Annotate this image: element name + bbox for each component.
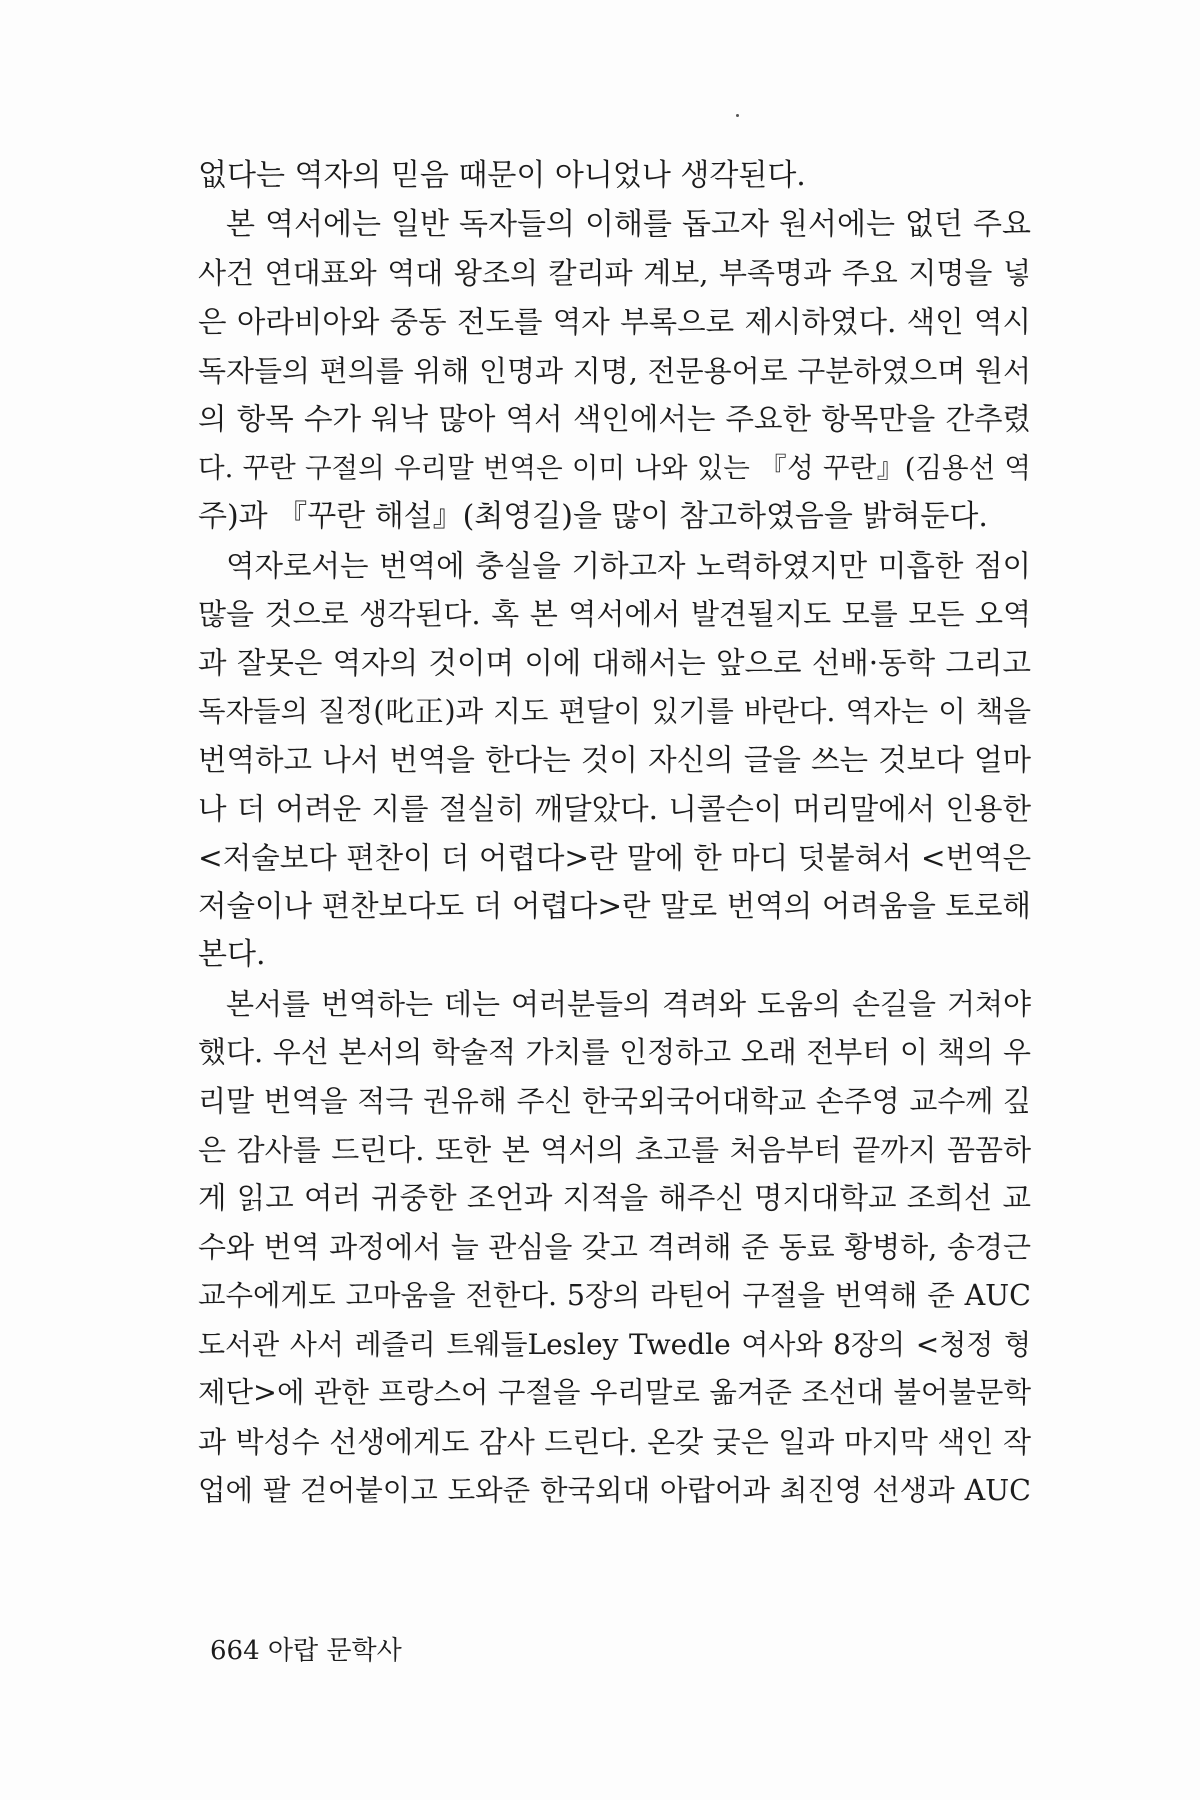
text-line: 도서관 사서 레즐리 트웨들Lesley Twedle 여사와 8장의 <청정 형 [198,1327,1031,1361]
body-text [198,152,1031,1515]
text-line: 업에 팔 걷어붙이고 도와준 한국외대 아랍어과 최진영 선생과 AUC [198,1473,1031,1507]
text-line: 많을 것으로 생각된다. 혹 본 역서에서 발견될지도 모를 모든 오역 [198,597,1031,632]
text-line: 독자들의 질정(叱正)과 지도 편달이 있기를 바란다. 역자는 이 책을 [198,694,1031,728]
text-line: 수와 번역 과정에서 늘 관심을 갖고 격려해 준 동료 황병하, 송경근 [198,1230,1031,1265]
text-line: 의 항목 수가 워낙 많아 역서 색인에서는 주요한 항목만을 간추렸 [198,402,1031,437]
text-line: 본 역서에는 일반 독자들의 이해를 돕고자 원서에는 없던 주요 [226,206,1031,242]
text-line: 역자로서는 번역에 충실을 기하고자 노력하였지만 미흡한 점이 [226,548,1031,583]
text-line: 게 읽고 여러 귀중한 조언과 지적을 해주신 명지대학교 조희선 교 [198,1181,1031,1216]
print-speck [736,114,739,117]
text-line: 본서를 번역하는 데는 여러분들의 격려와 도움의 손길을 거쳐야 [226,986,1031,1021]
text-line: 과 박성수 선생에게도 감사 드린다. 온갖 궂은 일과 마지막 색인 작 [198,1424,1031,1459]
text-line: 리말 번역을 적극 권유해 주신 한국외국어대학교 손주영 교수께 깊 [198,1084,1031,1119]
text-line: 은 감사를 드린다. 또한 본 역서의 초고를 처음부터 끝까지 꼼꼼하 [198,1132,1031,1167]
text-line: 과 잘못은 역자의 것이며 이에 대해서는 앞으로 선배·동학 그리고 [198,645,1031,680]
text-line: 나 더 어려운 지를 절실히 깨달았다. 니콜슨이 머리말에서 인용한 [198,791,1031,826]
text-line: 주)과 『꾸란 해설』(최영길)을 많이 참고하였음을 밝혀둔다. [198,498,988,534]
text-line: 했다. 우선 본서의 학술적 가치를 인정하고 오래 전부터 이 책의 우 [198,1035,1031,1070]
text-line: <저술보다 편찬이 더 어렵다>란 말에 한 마디 덧붙혀서 <번역은 [198,840,1031,875]
text-line: 저술이나 편찬보다도 더 어렵다>란 말로 번역의 어려움을 토로해 [198,889,1031,924]
text-line: 없다는 역자의 믿음 때문이 아니었나 생각된다. [198,158,806,193]
text-line: 독자들의 편의를 위해 인명과 지명, 전문용어로 구분하였으며 원서 [198,353,1031,388]
text-line: 은 아라비아와 중동 전도를 역자 부록으로 제시하였다. 색인 역시 [198,305,1031,340]
text-line: 본다. [198,937,266,972]
text-line: 번역하고 나서 번역을 한다는 것이 자신의 글을 쓰는 것보다 얼마 [198,743,1031,778]
text-line: 다. 꾸란 구절의 우리말 번역은 이미 나와 있는 『성 꾸란』(김용선 역 [198,452,1031,485]
text-line: 사건 연대표와 역대 왕조의 칼리파 계보, 부족명과 주요 지명을 넣 [198,256,1031,291]
text-line: 교수에게도 고마움을 전한다. 5장의 라틴어 구절을 번역해 준 AUC [198,1278,1031,1312]
page-footer: 664 아랍 문학사 [210,1636,402,1666]
text-line: 제단>에 관한 프랑스어 구절을 우리말로 옮겨준 조선대 불어불문학 [198,1376,1031,1410]
